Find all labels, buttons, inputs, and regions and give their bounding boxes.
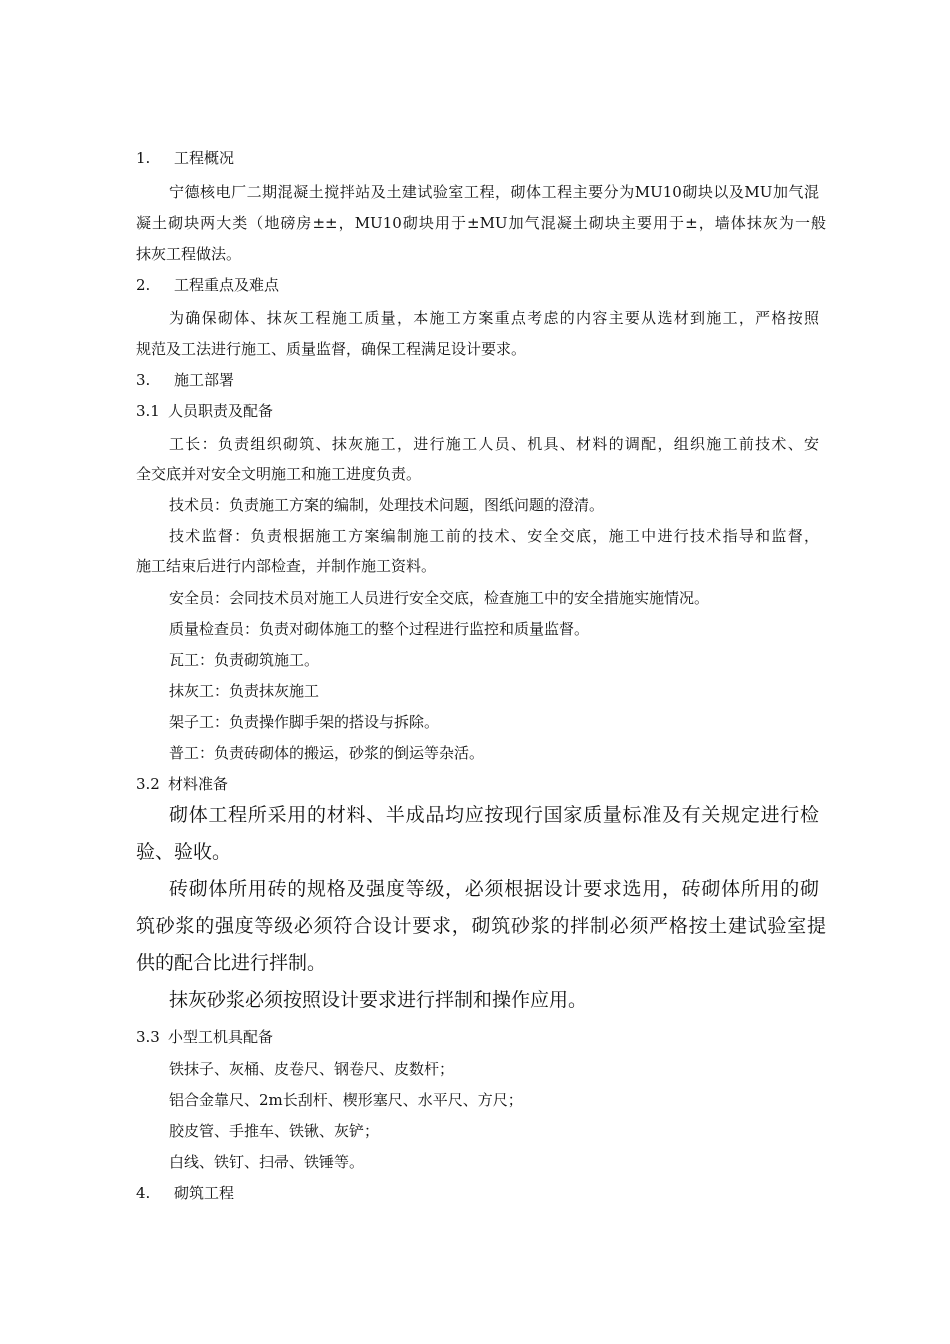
list-item: 质量检查员：负责对砌体施工的整个过程进行监控和质量监督。 <box>169 620 590 638</box>
section-3-heading <box>136 369 826 391</box>
section-4-heading <box>136 1182 826 1204</box>
list-item: 抹灰工：负责抹灰施工 <box>169 682 320 700</box>
subsection-3-1-heading <box>136 400 826 422</box>
list-item: 普工：负责砖砌体的搬运，砂浆的倒运等杂活。 <box>169 744 485 762</box>
paragraph-line: 筑砂浆的强度等级必须符合设计要求，砌筑砂浆的拌制必须严格按土建试验室提 <box>136 915 826 937</box>
section-title: 材料准备 <box>168 775 229 793</box>
section-number: 2. <box>136 276 151 294</box>
section-number: 3.1 <box>136 402 160 420</box>
paragraph-line: 宁德核电厂二期混凝土搅拌站及土建试验室工程，砌体工程主要分为MU10砌块以及MU加气混 <box>169 183 819 201</box>
paragraph-line: 供的配合比进行拌制。 <box>136 952 327 974</box>
list-item: 技术员：负责施工方案的编制，处理技术问题，图纸问题的澄清。 <box>169 496 605 514</box>
section-title: 砌筑工程 <box>174 1184 235 1202</box>
list-item: 铝合金靠尺、2m长刮杆、楔形塞尺、水平尺、方尺； <box>169 1091 523 1109</box>
list-item: 施工结束后进行内部检查，并制作施工资料。 <box>136 557 437 575</box>
paragraph-line: 凝土砌块两大类（地磅房±±，MU10砌块用于±MU加气混凝土砌块主要用于±，墙体抹灰为一般 <box>136 214 826 232</box>
section-title: 工程重点及难点 <box>174 276 280 294</box>
paragraph-line: 为确保砌体、抹灰工程施工质量，本施工方案重点考虑的内容主要从选材到施工，严格按照 <box>169 309 819 327</box>
section-title: 工程概况 <box>174 149 235 167</box>
list-item: 铁抹子、灰桶、皮卷尺、钢卷尺、皮数杆； <box>169 1060 455 1078</box>
paragraph-line: 规范及工法进行施工、质量监督，确保工程满足设计要求。 <box>136 340 527 358</box>
section-number: 4. <box>136 1184 151 1202</box>
list-item: 胶皮管、手推车、铁锹、灰铲； <box>169 1122 380 1140</box>
section-number: 3. <box>136 371 151 389</box>
list-item: 安全员：会同技术员对施工人员进行安全交底，检查施工中的安全措施实施情况。 <box>169 589 710 607</box>
section-1-heading <box>136 147 826 169</box>
paragraph-line: 砌体工程所采用的材料、半成品均应按现行国家质量标准及有关规定进行检 <box>169 804 819 826</box>
subsection-3-3-heading <box>136 1026 826 1048</box>
paragraph-line: 抹灰工程做法。 <box>136 245 242 263</box>
paragraph-line: 验、验收。 <box>136 841 232 863</box>
list-item: 全交底并对安全文明施工和施工进度负责。 <box>136 465 422 483</box>
list-item: 技术监督：负责根据施工方案编制施工前的技术、安全交底，施工中进行技术指导和监督， <box>169 527 819 545</box>
list-item: 瓦工：负责砌筑施工。 <box>169 651 320 669</box>
list-item: 架子工：负责操作脚手架的搭设与拆除。 <box>169 713 440 731</box>
paragraph-line: 抹灰砂浆必须按照设计要求进行拌制和操作应用。 <box>169 989 588 1011</box>
section-title: 小型工机具配备 <box>168 1028 274 1046</box>
subsection-3-2-heading <box>136 773 826 795</box>
section-number: 3.2 <box>136 775 160 793</box>
list-item: 白线、铁钉、扫帚、铁锤等。 <box>169 1153 365 1171</box>
paragraph-line: 砖砌体所用砖的规格及强度等级，必须根据设计要求选用，砖砌体所用的砌 <box>169 878 819 900</box>
section-title: 施工部署 <box>174 371 235 389</box>
list-item: 工长：负责组织砌筑、抹灰施工，进行施工人员、机具、材料的调配，组织施工前技术、安 <box>169 435 819 453</box>
section-number: 1. <box>136 149 151 167</box>
section-number: 3.3 <box>136 1028 160 1046</box>
section-title: 人员职责及配备 <box>168 402 274 420</box>
section-2-heading <box>136 274 826 296</box>
